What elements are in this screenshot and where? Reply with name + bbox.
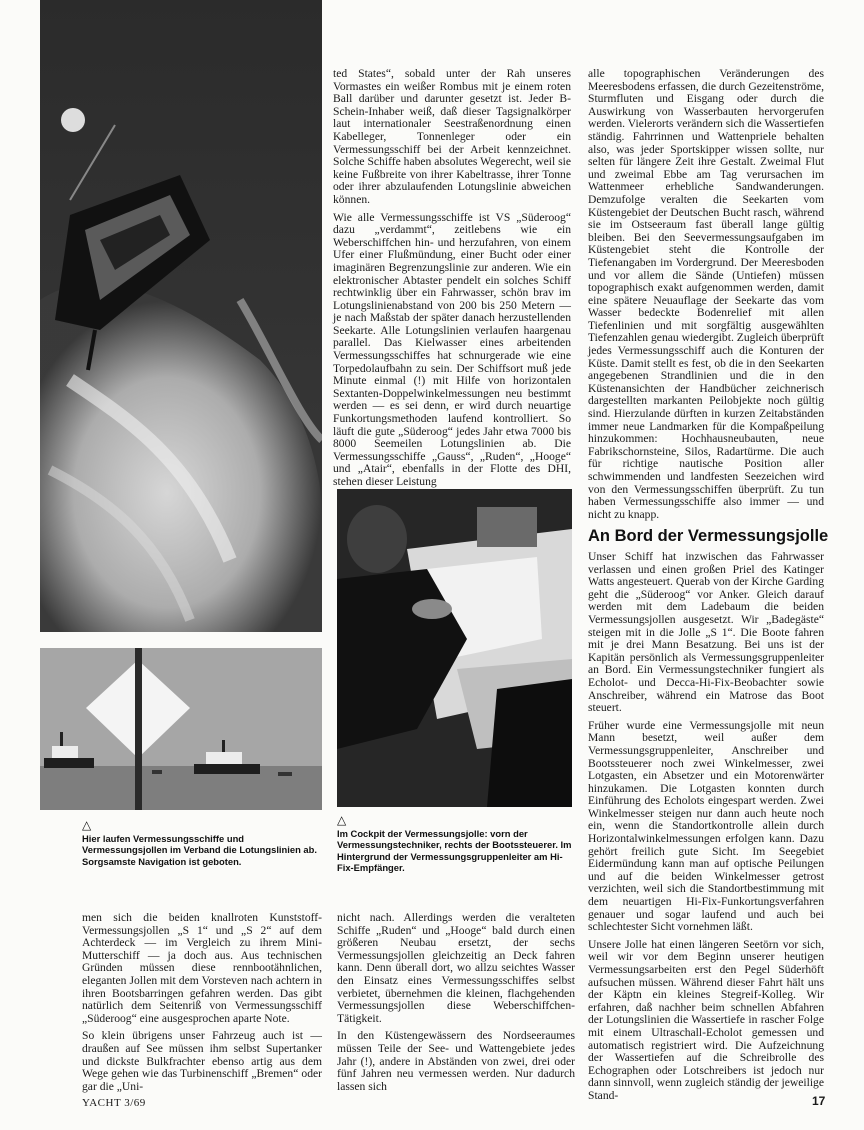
paragraph: nicht nach. Allerdings werden die veralteten Schiffe „Ruden“ und „Hooge“ bald durch einen größeren Neubau ersetzt, der sechs Vermessungsjollen gleichzeitig an Deck fahren kann. Denn überall dort, wo allzu seichtes Wasser den Einsatz eines Vermessungsschiffes selbst verbietet, übernehmen die kleinen, flachgehenden Vermessungsjollen diese Weberschiffchen-Tätigkeit. [337,911,575,1025]
column-1-bottom [82,912,322,1098]
column-3-top [588,68,824,526]
paragraph: In den Küstengewässern des Nordseeraumes müssen Teile der See- und Wattengebiete jedes Jahr (!), andere in Abständen von zwei, drei oder fünf Jahren neu vermessen werden. Nur dadurch lassen sich [337,1029,575,1093]
photo-cockpit [337,489,572,807]
column-3-bottom [588,551,824,1108]
photo-boat-wake [40,0,322,632]
caption-left-marker: △ [82,818,92,832]
paragraph: Unser Schiff hat inzwischen das Fahrwasser verlassen und einen großen Priel des Katinger Watts angesteuert. Querab von der Kirche Garding geht die „Süderoog“ vor Anker. Gleich darauf werden mit dem Ladebaum die beiden Vermessungsjollen ausgesetzt. Wir „Badegäste“ steigen mit in die Jolle „S 1“. Die Boote fahren mit je drei Mann Besatzung. Bei uns ist der Kapitän persönlich als Vermessungsgruppenleiter an Bord. Ein Vermessungstechniker fungiert als Echolot- und Decca-Hi-Fix-Beobachter sowie Anschreiber, während ein Matrose das Boot steuert. [588,550,824,715]
caption-left-text: Hier laufen Vermessungsschiffe und Vermessungsjollen im Verband die Lotungslinien ab. Sorgsamste Navigation ist geboten. [82,833,317,867]
photo-survey-ships [40,648,322,810]
paragraph: Früher wurde eine Vermessungsjolle mit neun Mann besetzt, weil außer dem Vermessungsgruppenleiter, Anschreiber und Bootssteuerer noch zwei Winkelmesser, zwei Lotgasten, ein Absetzer und ein Motorenwärter hinzukamen. Die Lotgasten konnten durch Einführung des Echolots eingespart werden. Zwei Winkelmesser steigen nur dann auch heute noch ein, wenn die Standortkontrolle allein durch Horizontalwinkelmessungen erfolgen kann. Dazu gehört freilich gute Sicht. Im Seegebiet Eidermündung kann man auf optische Peilungen und auf die beiden Winkelmesser getrost verzichten, weil sich die Standortbestimmung mit dem neuartigen Hi-Fix-Funkortungsverfahren genauer und sogar laufend und auch bei schlechtester Sicht vornehmen läßt. [588,718,824,934]
paragraph: ted States“, sobald unter der Rah unseres Vormastes ein weißer Rombus mit je einem roten Ball darüber und darunter gesetzt ist. Jeder B-Schein-Inhaber weiß, daß dieser Tagsignalkörper laut internationaler Seestraßenordnung einen Kabelleger, Tonnenleger oder ein Vermessungsschiff bei der Arbeit kennzeichnet. Solche Schiffe haben absolutes Wegerecht, weil sie keine Fußbreite von ihrer Kabeltrasse, ihrer Tonne oder ihrer abzulaufenden Lotungslinie abweichen können. [333,67,571,206]
footer-issue: YACHT 3/69 [82,1097,146,1109]
caption-mid-text: Im Cockpit der Vermessungsjolle: vorn der Vermessungstechniker, rechts der Bootssteuerer. Im Hintergrund der Vermessungsgruppenleiter am Hi-Fix-Empfänger. [337,828,572,873]
paragraph: Wie alle Vermessungsschiffe ist VS „Süderoog“ dazu „verdammt“, zeitlebens wie ein Weberschiffchen hin- und herzufahren, von einem Ufer einer Flußmündung, einer Bucht oder einer imaginären Begrenzungslinie zur anderen. Wie ein elektronischer Abtaster pendelt ein solches Schiff rechtwinklig über ein Fahrwasser, schön brav im Lotungslinienabstand von 200 bis 250 Metern — je nach Maßstab der später danach herzustellenden Seekarte. Alle Lotungslinien verlaufen haargenau parallel. Das Kielwasser eines arbeitenden Vermessungsschiffes hat schnurgerade wie eine Torpedolaufbahn zu sein. Der Schiffsort muß jede Minute einmal (!) mit Hilfe von horizontalen Sextanten-Doppelwinkelmessungen neu bestimmt werden — es sei denn, er wird durch neuartige Funkortungsmethoden laufend kontrolliert. So läuft die gute „Süderoog“ jedes Jahr etwa 7000 bis 8000 Seemeilen Lotungslinien ab. Die Vermessungsschiffe „Gauss“, „Ruden“, „Hooge“ und „Atair“, ebenfalls in der Flotte des DHI, stehen dieser Leistung [333,210,571,488]
column-2-top [333,68,571,494]
paragraph: alle topographischen Veränderungen des Meeresbodens erfassen, die durch Gezeitenströme, Sturmfluten und Eisgang oder durch die Auswirkung von Wasserbauten hervorgerufen werden. Vielerorts verändern sich die Wassertiefen ständig. Fahrrinnen und Wattenpriele behalten also, was jeder Sportskipper wissen sollte, nur selten für längere Zeit ihre Gestalt. Zweimal Flut und zweimal Ebbe am Tag verursachen im Wattenmeer erhebliche Sandwanderungen. Demzufolge veralten die Seekarten vom Küstengebiet der Deutschen Bucht rasch, während sie im Ostseeraum fast überall lange gültig bleiben. Bei den Seevermessungsaufgaben im Küstengebiet steht die Kontrolle der Tiefenangaben im Vordergrund. Der Meeresboden und vor allem die Sände (Untiefen) müssen topographisch exakt aufgenommen werden, damit eine spätere Neuauflage der Seekarte das vom Wasser bedeckte Bodenrelief mit allen Tiefenlinien und mit sorgfältig ausgewählten Tiefenzahlen genau wiedergibt. Zugleich überprüft jedes Vermessungsschiff auch die Konturen der Küste. Damit stellt es fest, ob die in den Seekarten angegebenen Strandlinien und die in den Küstenansichten der Handbücher zeichnerisch dargestellten markanten Peilobjekte noch gültig sind. Hierzulande dürften in kurzen Zeitabständen immer neue Landmarken für die Kompaßpeilung hinzukommen: Hochhausneubauten, neue Fabrikschornsteine, Silos, Radartürme. Die auch für richtige nautische Position aller schwimmenden und landfesten Seezeichen wird von den Vermessungsschiffen überprüft. Zu tun haben Vermessungsschiffe also immer — und nicht zu knapp. [588,67,824,521]
caption-left [82,820,322,867]
paragraph: So klein übrigens unser Fahrzeug auch ist — draußen auf See müssen ihm selbst Supertanker und dickste Bulkfrachter ebenso artig aus dem Wege gehen wie das Turbinenschiff „Bremen“ oder gar die „Uni- [82,1029,322,1093]
paragraph: men sich die beiden knallroten Kunststoff-Vermessungsjollen „S 1“ und „S 2“ auf dem Achterdeck — im Vergleich zu ihrem Mini-Mutterschiff — ja doch aus. Aus technischen Gründen müssen diese rennbootähnlichen, eleganten Jollen mit dem Vorsteven nach achtern in ihren Bootsbarringen gefahren werden. Das gibt natürlich dem Seitenriß von Vermessungsschiff „Süderoog“ eine ausgesprochen aparte Note. [82,911,322,1025]
paragraph: Unsere Jolle hat einen längeren Seetörn vor sich, weil wir vor dem Beginn unserer heutigen Vermessungsarbeiten erst den Pegel Süderhöft aufsuchen müssen. Während dieser Fahrt hält uns der Käptn ein kleines Stegreif-Kolleg. Wir erfahren, daß nachher beim schnellen Abfahren der Lotungslinien die Wassertiefe in rascher Folge mit einem Ultraschall-Echolot gemessen und automatisch registriert wird. Die Aufzeichnung der Wassertiefen auf die Schreibrolle des Echographen oder Lotschreibers ist jedoch nur dann sinnvoll, wenn zugleich ständig der jeweilige Stand- [588,937,824,1102]
caption-mid-marker: △ [337,813,347,827]
section-heading: An Bord der Vermessungsjolle [588,527,829,545]
caption-mid [337,815,577,873]
column-2-bottom [337,912,575,1098]
page-number: 17 [812,1094,826,1108]
